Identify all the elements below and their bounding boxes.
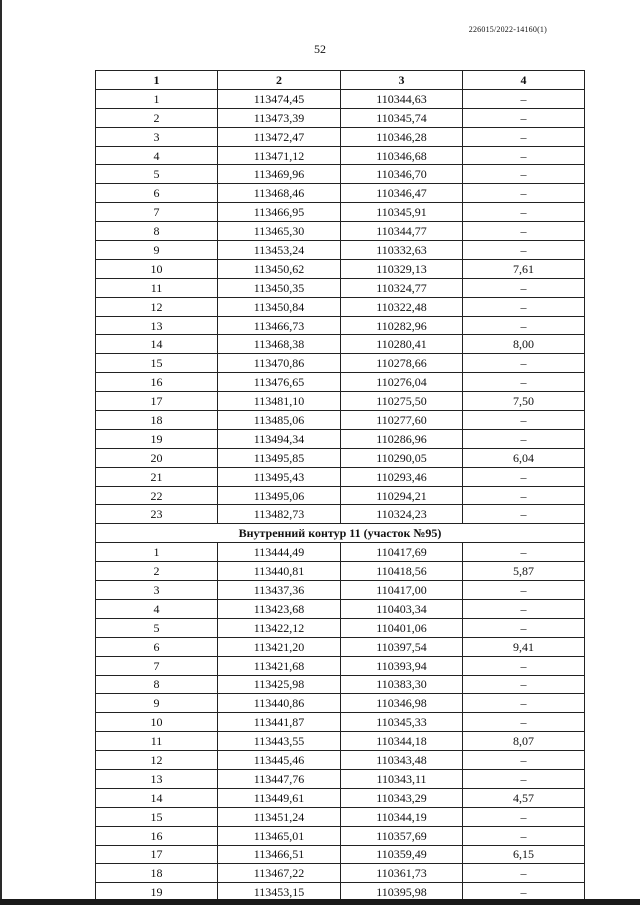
table-cell: 110346,47 [341, 184, 463, 203]
table-cell: 110276,04 [341, 373, 463, 392]
table-cell: 113495,85 [218, 448, 341, 467]
table-cell: 113444,49 [218, 543, 341, 562]
table-cell: 11 [96, 278, 218, 297]
table-cell: 113450,35 [218, 278, 341, 297]
table-row [96, 751, 585, 770]
table-cell: 8,00 [463, 335, 585, 354]
table-cell: 110294,21 [341, 486, 463, 505]
table-cell: 110344,19 [341, 807, 463, 826]
table-cell: 113421,20 [218, 637, 341, 656]
table-cell: 110322,48 [341, 297, 463, 316]
table-cell: – [463, 694, 585, 713]
table-cell: 6,15 [463, 845, 585, 864]
table-row [96, 259, 585, 278]
table-cell: 113465,30 [218, 222, 341, 241]
table-row [96, 864, 585, 883]
table-cell: – [463, 751, 585, 770]
table-cell: 110346,70 [341, 165, 463, 184]
table-cell: – [463, 713, 585, 732]
table-cell: 113453,15 [218, 883, 341, 902]
table-row [96, 732, 585, 751]
page-number: 52 [314, 42, 326, 56]
table-cell: 113465,01 [218, 826, 341, 845]
table-cell: 113450,84 [218, 297, 341, 316]
table-row [96, 184, 585, 203]
table-cell: – [463, 826, 585, 845]
table-cell: 110324,23 [341, 505, 463, 524]
table-cell: 113469,96 [218, 165, 341, 184]
table-cell: 16 [96, 373, 218, 392]
table-row [96, 486, 585, 505]
table-cell: 113440,81 [218, 562, 341, 581]
table-cell: – [463, 486, 585, 505]
table-cell: 113485,06 [218, 411, 341, 430]
table-cell: 113495,06 [218, 486, 341, 505]
table-row [96, 203, 585, 222]
table-cell: 15 [96, 807, 218, 826]
table-cell: 113472,47 [218, 127, 341, 146]
table-cell: – [463, 656, 585, 675]
table-body [96, 89, 585, 901]
table-cell: – [463, 297, 585, 316]
table-cell: 5 [96, 165, 218, 184]
table-cell: 8 [96, 222, 218, 241]
scan-bottom-edge [0, 899, 640, 905]
table-cell: 110280,41 [341, 335, 463, 354]
table-cell: 110344,63 [341, 89, 463, 108]
table-row [96, 788, 585, 807]
document-id: 226015/2022-14160(1) [468, 25, 547, 34]
table-cell: 12 [96, 297, 218, 316]
table-cell: 113449,61 [218, 788, 341, 807]
table-cell: 113466,51 [218, 845, 341, 864]
table-cell: 113495,43 [218, 467, 341, 486]
table-cell: 113440,86 [218, 694, 341, 713]
table-cell: 113468,38 [218, 335, 341, 354]
table-cell: 113468,46 [218, 184, 341, 203]
table-cell: 7 [96, 656, 218, 675]
table-cell: 110417,00 [341, 581, 463, 600]
table-row [96, 411, 585, 430]
table-cell: 10 [96, 713, 218, 732]
table-cell: – [463, 373, 585, 392]
table-row [96, 373, 585, 392]
table-cell: 23 [96, 505, 218, 524]
table-cell: 110344,77 [341, 222, 463, 241]
table-cell: 110343,48 [341, 751, 463, 770]
column-header: 3 [341, 71, 463, 90]
table-row [96, 713, 585, 732]
table-cell: 110359,49 [341, 845, 463, 864]
table-cell: 110290,05 [341, 448, 463, 467]
table-row [96, 656, 585, 675]
table-cell: – [463, 618, 585, 637]
table-cell: – [463, 429, 585, 448]
table-row [96, 297, 585, 316]
table-cell: 9 [96, 694, 218, 713]
table-row [96, 845, 585, 864]
table-cell: 113470,86 [218, 354, 341, 373]
table-cell: 110417,69 [341, 543, 463, 562]
table-cell: – [463, 241, 585, 260]
table-cell: 12 [96, 751, 218, 770]
table-row [96, 335, 585, 354]
column-header: 2 [218, 71, 341, 90]
table-cell: 17 [96, 392, 218, 411]
table-cell: 18 [96, 864, 218, 883]
table-cell: 13 [96, 769, 218, 788]
table-cell: 110383,30 [341, 675, 463, 694]
table-row [96, 89, 585, 108]
table-cell: 17 [96, 845, 218, 864]
table-cell: 110361,73 [341, 864, 463, 883]
table-cell: 113466,73 [218, 316, 341, 335]
table-cell: – [463, 883, 585, 902]
table-cell: 6 [96, 637, 218, 656]
table-cell: 110282,96 [341, 316, 463, 335]
table-cell: 113466,95 [218, 203, 341, 222]
table-row [96, 222, 585, 241]
table-cell: 110401,06 [341, 618, 463, 637]
section-row [96, 524, 585, 543]
table-row [96, 316, 585, 335]
table-cell: 110418,56 [341, 562, 463, 581]
table-cell: – [463, 146, 585, 165]
table-cell: 113453,24 [218, 241, 341, 260]
table-cell: 110344,18 [341, 732, 463, 751]
table-cell: – [463, 581, 585, 600]
table-row [96, 807, 585, 826]
table-cell: 7,61 [463, 259, 585, 278]
table-cell: 113441,87 [218, 713, 341, 732]
table-cell: – [463, 864, 585, 883]
table-cell: – [463, 89, 585, 108]
table-cell: – [463, 807, 585, 826]
table-cell: 110346,98 [341, 694, 463, 713]
table-cell: 14 [96, 788, 218, 807]
table-cell: – [463, 316, 585, 335]
table-cell: 18 [96, 411, 218, 430]
table-cell: 110277,60 [341, 411, 463, 430]
table-cell: 19 [96, 429, 218, 448]
table-cell: 113437,36 [218, 581, 341, 600]
table-row [96, 637, 585, 656]
scan-left-edge [0, 0, 2, 905]
table-cell: – [463, 165, 585, 184]
table-cell: 113451,24 [218, 807, 341, 826]
table-cell: 5 [96, 618, 218, 637]
table-row [96, 675, 585, 694]
table-cell: 11 [96, 732, 218, 751]
table-cell: 22 [96, 486, 218, 505]
table-cell: 6 [96, 184, 218, 203]
table-row [96, 127, 585, 146]
table-cell: – [463, 278, 585, 297]
table-cell: 110343,11 [341, 769, 463, 788]
table-cell: 110403,34 [341, 599, 463, 618]
table-cell: 113481,10 [218, 392, 341, 411]
table-cell: 4 [96, 146, 218, 165]
table-cell: 9,41 [463, 637, 585, 656]
table-cell: 113474,45 [218, 89, 341, 108]
table-cell: 110324,77 [341, 278, 463, 297]
table-cell: – [463, 108, 585, 127]
table-cell: – [463, 127, 585, 146]
table-row [96, 562, 585, 581]
table-cell: 19 [96, 883, 218, 902]
table-cell: 8,07 [463, 732, 585, 751]
table-cell: 110393,94 [341, 656, 463, 675]
coordinates-table [95, 70, 585, 902]
table-cell: 110293,46 [341, 467, 463, 486]
table-cell: 110346,68 [341, 146, 463, 165]
table-row [96, 826, 585, 845]
table-cell: 7,50 [463, 392, 585, 411]
table-cell: 14 [96, 335, 218, 354]
table-cell: 3 [96, 581, 218, 600]
table-cell: – [463, 769, 585, 788]
section-title: Внутренний контур 11 (участок №95) [96, 524, 585, 543]
table-cell: – [463, 505, 585, 524]
table-cell: 9 [96, 241, 218, 260]
table-cell: 1 [96, 89, 218, 108]
table-row [96, 108, 585, 127]
table-cell: 8 [96, 675, 218, 694]
table-row [96, 165, 585, 184]
table-cell: 113421,68 [218, 656, 341, 675]
table-cell: 20 [96, 448, 218, 467]
table-cell: 15 [96, 354, 218, 373]
table-cell: 5,87 [463, 562, 585, 581]
table-cell: 113476,65 [218, 373, 341, 392]
table-cell: – [463, 222, 585, 241]
table-cell: – [463, 467, 585, 486]
table-row [96, 769, 585, 788]
table-row [96, 581, 585, 600]
table-row [96, 241, 585, 260]
table-row [96, 429, 585, 448]
table-row [96, 467, 585, 486]
table-cell: – [463, 411, 585, 430]
table-row [96, 543, 585, 562]
table-cell: 110329,13 [341, 259, 463, 278]
table-cell: – [463, 599, 585, 618]
table-cell: 110346,28 [341, 127, 463, 146]
table-cell: 21 [96, 467, 218, 486]
table-cell: 110286,96 [341, 429, 463, 448]
table-row [96, 448, 585, 467]
table-row [96, 392, 585, 411]
table-row [96, 599, 585, 618]
table-cell: 110357,69 [341, 826, 463, 845]
table-cell: 13 [96, 316, 218, 335]
column-header: 4 [463, 71, 585, 90]
table-cell: 113445,46 [218, 751, 341, 770]
table-cell: – [463, 203, 585, 222]
table-cell: 110332,63 [341, 241, 463, 260]
table-cell: 110345,74 [341, 108, 463, 127]
table-row [96, 146, 585, 165]
table-cell: 1 [96, 543, 218, 562]
table-cell: 113447,76 [218, 769, 341, 788]
table-cell: 113450,62 [218, 259, 341, 278]
table-cell: 113482,73 [218, 505, 341, 524]
table-cell: – [463, 543, 585, 562]
table-cell: – [463, 675, 585, 694]
table-cell: 7 [96, 203, 218, 222]
table-cell: 16 [96, 826, 218, 845]
table-row [96, 354, 585, 373]
table-cell: – [463, 354, 585, 373]
table-cell: 113494,34 [218, 429, 341, 448]
table-header-row [96, 71, 585, 90]
table-cell: 113425,98 [218, 675, 341, 694]
table-cell: 110345,33 [341, 713, 463, 732]
table-cell: 110278,66 [341, 354, 463, 373]
table-row [96, 505, 585, 524]
table-cell: 113443,55 [218, 732, 341, 751]
table-cell: 4,57 [463, 788, 585, 807]
table-row [96, 618, 585, 637]
table-cell: 113473,39 [218, 108, 341, 127]
table-row [96, 694, 585, 713]
table-cell: 2 [96, 108, 218, 127]
table-cell: 3 [96, 127, 218, 146]
table-cell: 110397,54 [341, 637, 463, 656]
table-cell: 110343,29 [341, 788, 463, 807]
table-cell: 6,04 [463, 448, 585, 467]
table-cell: 4 [96, 599, 218, 618]
table-cell: 110395,98 [341, 883, 463, 902]
table-cell: 110275,50 [341, 392, 463, 411]
table-cell: 2 [96, 562, 218, 581]
table-cell: 113467,22 [218, 864, 341, 883]
column-header: 1 [96, 71, 218, 90]
table-cell: 113471,12 [218, 146, 341, 165]
table-cell: 110345,91 [341, 203, 463, 222]
table-cell: 10 [96, 259, 218, 278]
table-row [96, 278, 585, 297]
table-cell: 113423,68 [218, 599, 341, 618]
table-cell: 113422,12 [218, 618, 341, 637]
table-cell: – [463, 184, 585, 203]
